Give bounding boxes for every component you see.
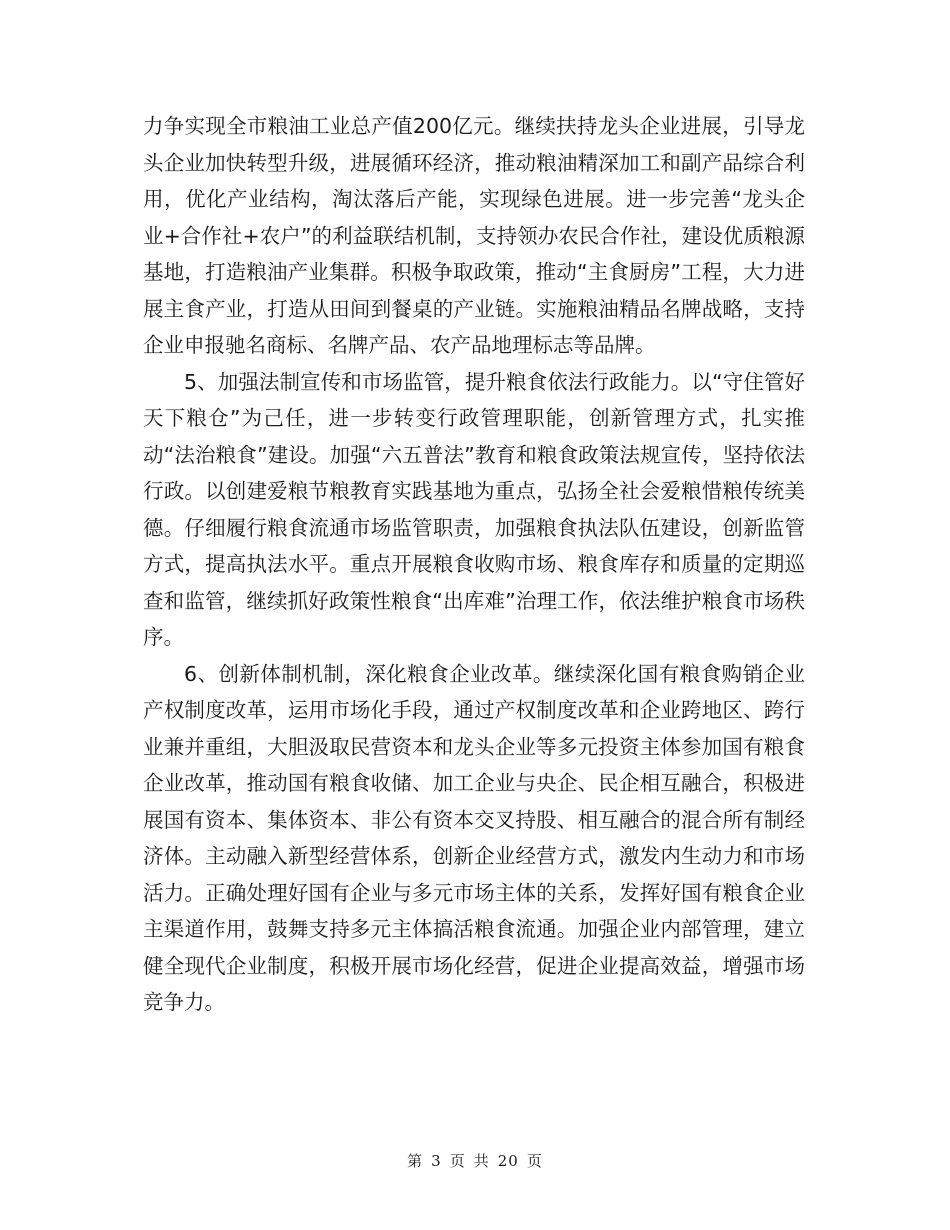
footer-current-page: 3 [431,1152,442,1170]
footer-label-page-unit: 页 [449,1152,466,1170]
paragraph-1: 力争实现全市粮油工业总产值200亿元。继续扶持龙头企业进展，引导龙头企业加快转型升级，进展循环经济，推动粮油精深加工和副产品综合利用，优化产业结构，淘汰落后产能，实现绿色进展。进一步完善“龙头企业+合作社+农户”的利益联结机制，支持领办农民合作社，建设优质粮源基地，打造粮油产业集群。积极争取政策，推动“主食厨房”工程，大力进展主食产业，打造从田间到餐桌的产业链。实施粮油精品名牌战略，支持企业申报驰名商标、名牌产品、农产品地理标志等品牌。 [143,114,805,357]
footer-label-total-unit: 页 [526,1152,543,1170]
footer-label-page: 第 [407,1152,424,1170]
paragraph-2: 5、加强法制宣传和市场监管，提升粮食依法行政能力。以“守住管好天下粮仓”为己任，进一步转变行政管理职能，创新管理方式，扎实推动“法治粮食”建设。加强“六五普法”教育和粮食政策法规宣传，坚持依法行政。以创建爱粮节粮教育实践基地为重点，弘扬全社会爱粮惜粮传统美德。仔细履行粮食流通市场监管职责，加强粮食执法队伍建设，创新监管方式，提高执法水平。重点开展粮食收购市场、粮食库存和质量的定期巡查和监管，继续抓好政策性粮食“出库难”治理工作，依法维护粮食市场秩序。 [143,369,805,649]
footer-label-total: 共 [473,1152,490,1170]
document-body [143,108,805,1021]
footer-total-pages: 20 [497,1152,519,1170]
page-footer [0,1150,950,1171]
paragraph-3: 6、创新体制机制，深化粮食企业改革。继续深化国有粮食购销企业产权制度改革，运用市场化手段，通过产权制度改革和企业跨地区、跨行业兼并重组，大胆汲取民营资本和龙头企业等多元投资主体参加国有粮食企业改革，推动国有粮食收储、加工企业与央企、民企相互融合，积极进展国有资本、集体资本、非公有资本交叉持股、相互融合的混合所有制经济体。主动融入新型经营体系，创新企业经营方式，激发内生动力和市场活力。正确处理好国有企业与多元市场主体的关系，发挥好国有粮食企业主渠道作用，鼓舞支持多元主体搞活粮食流通。加强企业内部管理，建立健全现代企业制度，积极开展市场化经营，促进企业提高效益，增强市场竞争力。 [143,661,805,1014]
